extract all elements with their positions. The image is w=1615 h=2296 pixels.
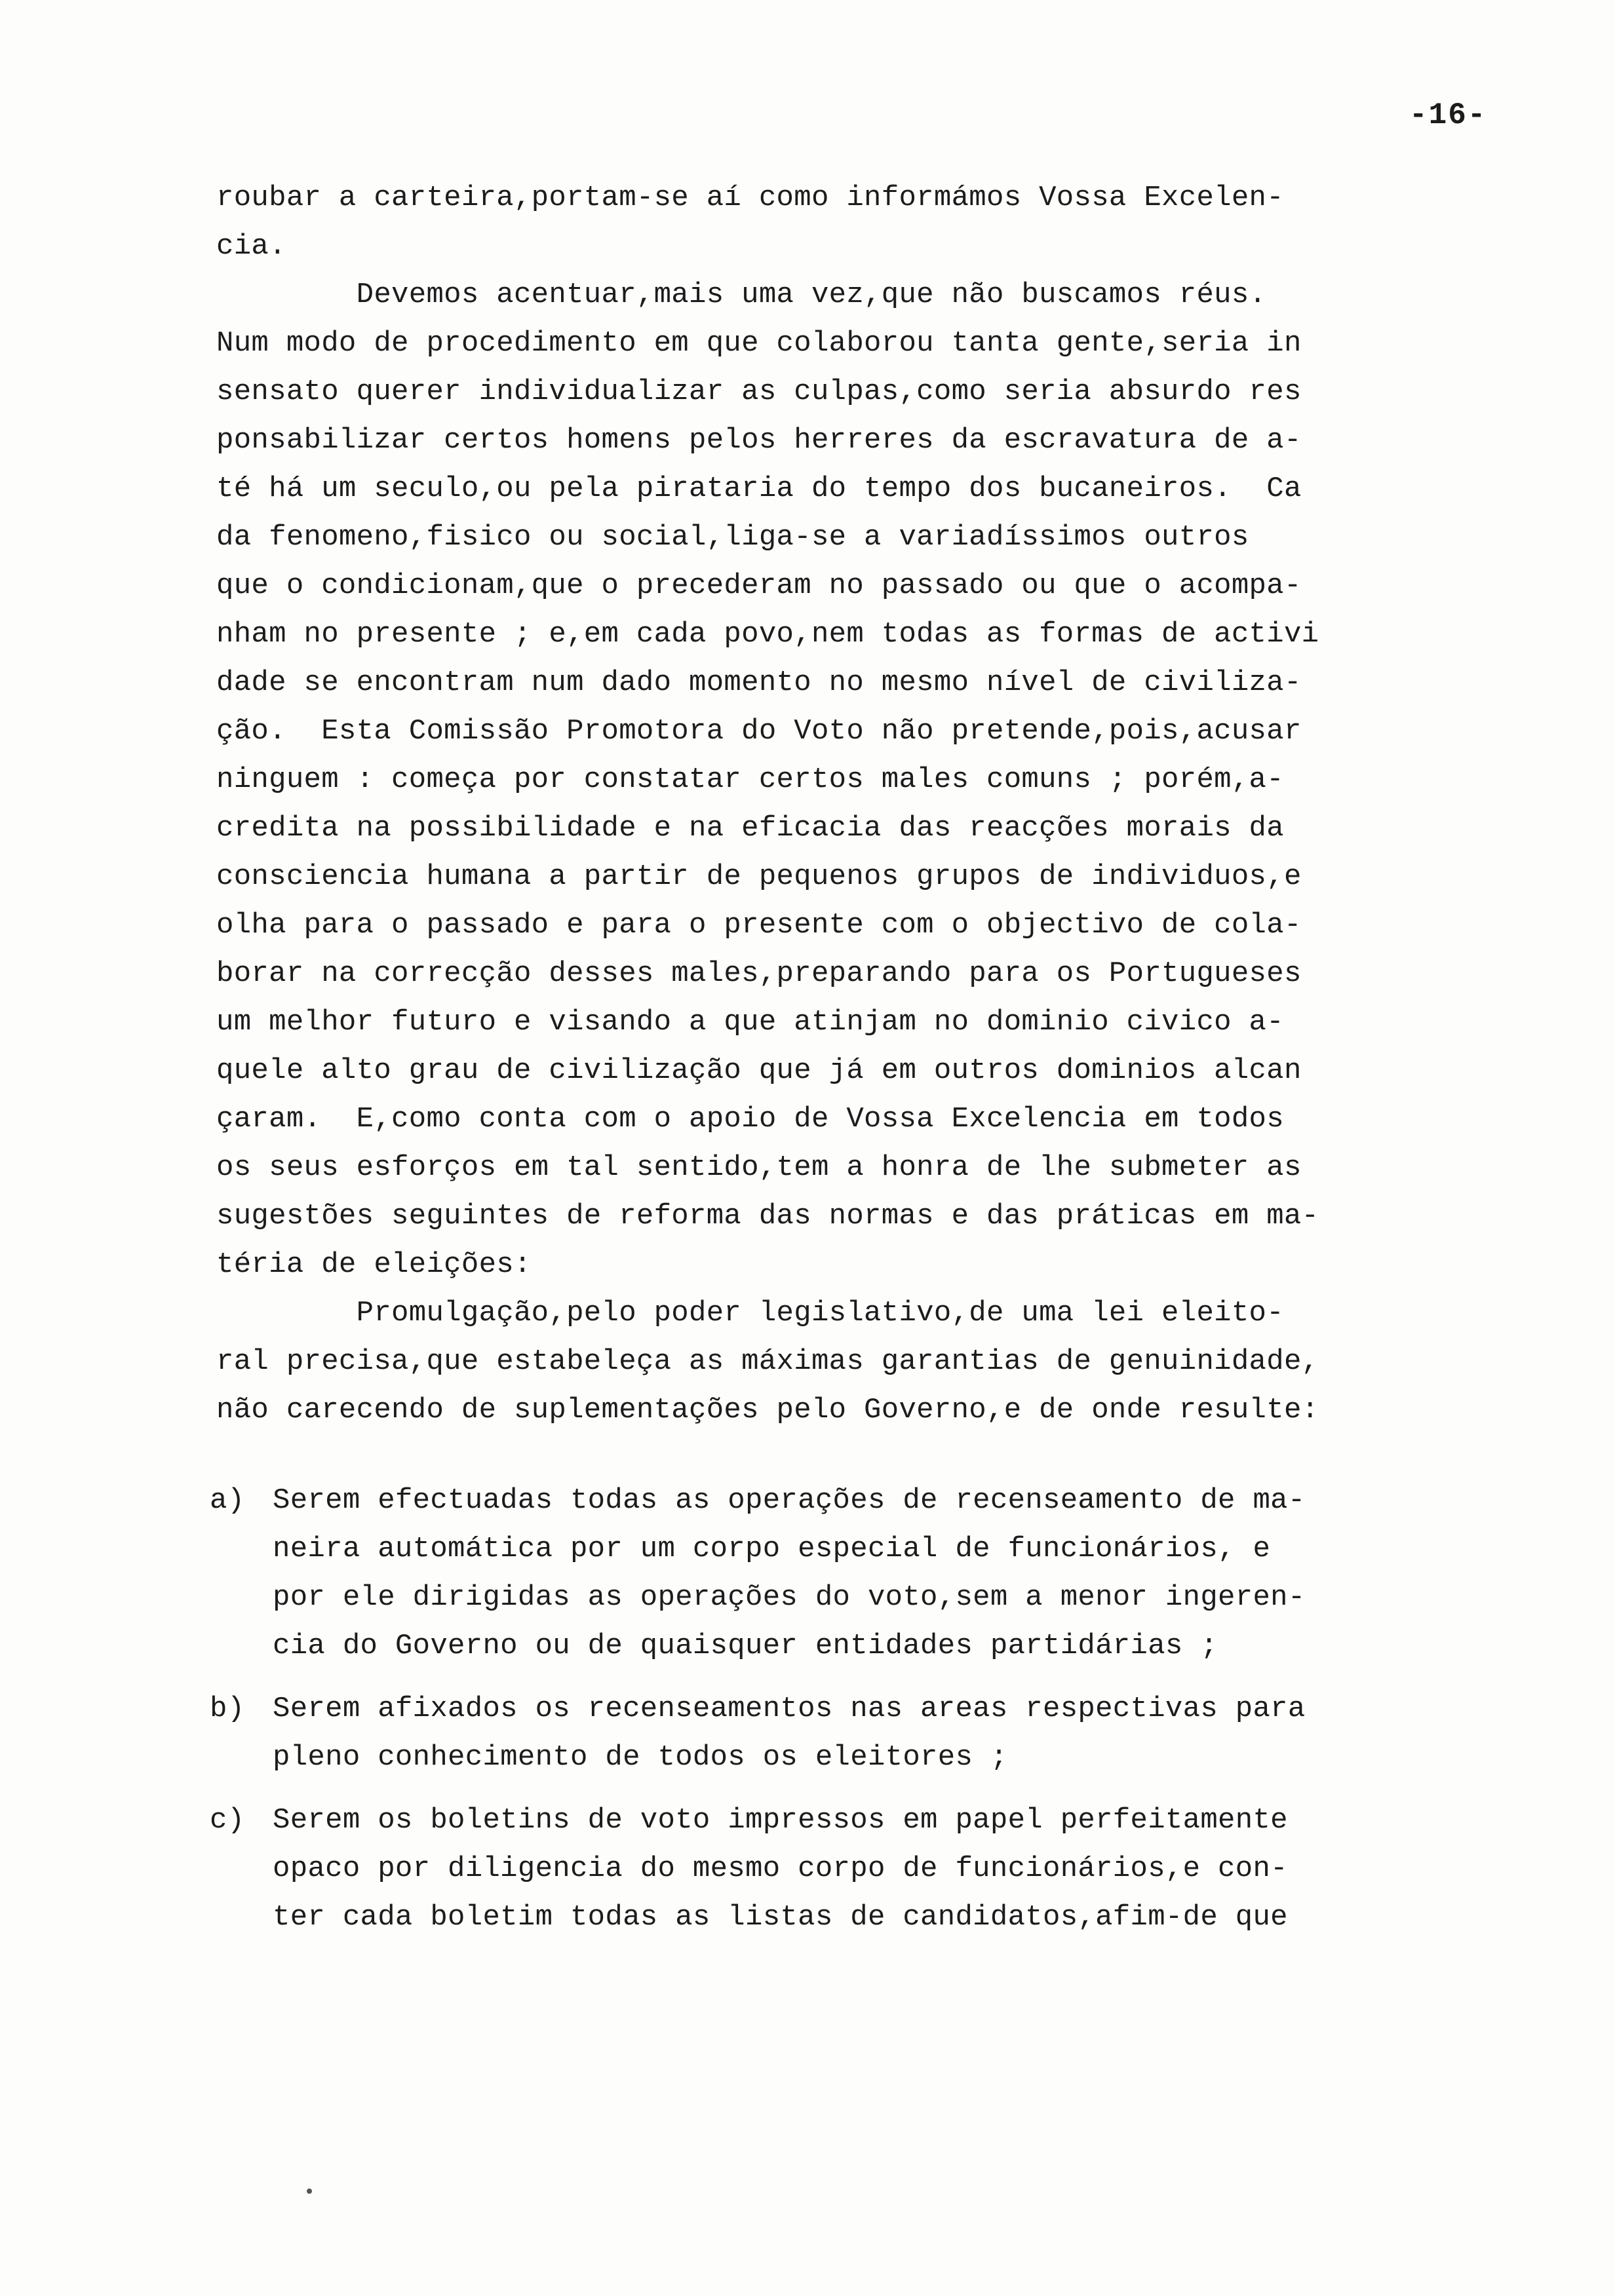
list-line: opaco por diligencia do mesmo corpo de funcionários,e con- <box>273 1852 1288 1885</box>
list-line: Serem afixados os recenseamentos nas areas respectivas para <box>273 1693 1306 1725</box>
list-line: pleno conhecimento de todos os eleitores ; <box>273 1741 1008 1774</box>
body-line: ninguem : começa por constatar certos males comuns ; porém,a- <box>216 763 1284 796</box>
body-line: sensato querer individualizar as culpas,como seria absurdo res <box>216 375 1302 408</box>
body-line: não carecendo de suplementações pelo Governo,e de onde resulte: <box>216 1394 1319 1426</box>
body-line: Devemos acentuar,mais uma vez,que não buscamos réus. <box>216 278 1267 311</box>
scan-speck <box>307 2189 312 2194</box>
body-line: borar na correcção desses males,preparando para os Portugueses <box>216 957 1302 990</box>
list-item-a <box>210 1486 1306 1515</box>
body-line: té há um seculo,ou pela pirataria do tempo dos bucaneiros. Ca <box>216 472 1302 505</box>
body-line: que o condicionam,que o precederam no passado ou que o acompa- <box>216 569 1302 602</box>
list-line: ter cada boletim todas as listas de candidatos,afim-de que <box>273 1901 1288 1934</box>
body-line: consciencia humana a partir de pequenos grupos de individuos,e <box>216 860 1302 893</box>
body-line: ponsabilizar certos homens pelos herreres da escravatura de a- <box>216 424 1302 457</box>
body-line: credita na possibilidade e na eficacia das reacções morais da <box>216 812 1284 845</box>
list-line: cia do Governo ou de quaisquer entidades partidárias ; <box>273 1630 1218 1662</box>
body-line: dade se encontram num dado momento no mesmo nível de civiliza- <box>216 666 1302 699</box>
body-line: Promulgação,pelo poder legislativo,de uma lei eleito- <box>216 1297 1284 1330</box>
body-line: téria de eleições: <box>216 1248 532 1281</box>
list-line: neira automática por um corpo especial de funcionários, e <box>273 1533 1271 1565</box>
list-item-c <box>210 1806 1288 1835</box>
body-line: quele alto grau de civilização que já em outros dominios alcan <box>216 1054 1302 1087</box>
list-marker: c) <box>210 1804 245 1837</box>
body-line: olha para o passado e para o presente com o objectivo de cola- <box>216 909 1302 942</box>
list-line: por ele dirigidas as operações do voto,sem a menor ingeren- <box>273 1581 1306 1614</box>
page-number: -16- <box>1409 98 1487 132</box>
list-marker: a) <box>210 1484 245 1517</box>
body-line: cia. <box>216 230 286 263</box>
body-line: sugestões seguintes de reforma das normas e das práticas em ma- <box>216 1200 1319 1233</box>
body-line: ral precisa,que estabeleça as máximas garantias de genuinidade, <box>216 1345 1319 1378</box>
body-line: nham no presente ; e,em cada povo,nem todas as formas de activi <box>216 618 1319 651</box>
list-marker: b) <box>210 1693 245 1725</box>
list-line: Serem os boletins de voto impressos em papel perfeitamente <box>273 1804 1288 1837</box>
body-line: um melhor futuro e visando a que atinjam no dominio civico a- <box>216 1006 1284 1039</box>
body-line: ção. Esta Comissão Promotora do Voto não pretende,pois,acusar <box>216 715 1302 748</box>
list-line: Serem efectuadas todas as operações de recenseamento de ma- <box>273 1484 1306 1517</box>
body-line: Num modo de procedimento em que colaborou tanta gente,seria in <box>216 327 1302 360</box>
body-line: os seus esforços em tal sentido,tem a honra de lhe submeter as <box>216 1151 1302 1184</box>
body-line: çaram. E,como conta com o apoio de Vossa Excelencia em todos <box>216 1103 1284 1136</box>
list-item-b <box>210 1694 1306 1723</box>
body-line: roubar a carteira,portam-se aí como informámos Vossa Excelen- <box>216 182 1284 214</box>
body-line: da fenomeno,fisico ou social,liga-se a variadíssimos outros <box>216 521 1249 554</box>
